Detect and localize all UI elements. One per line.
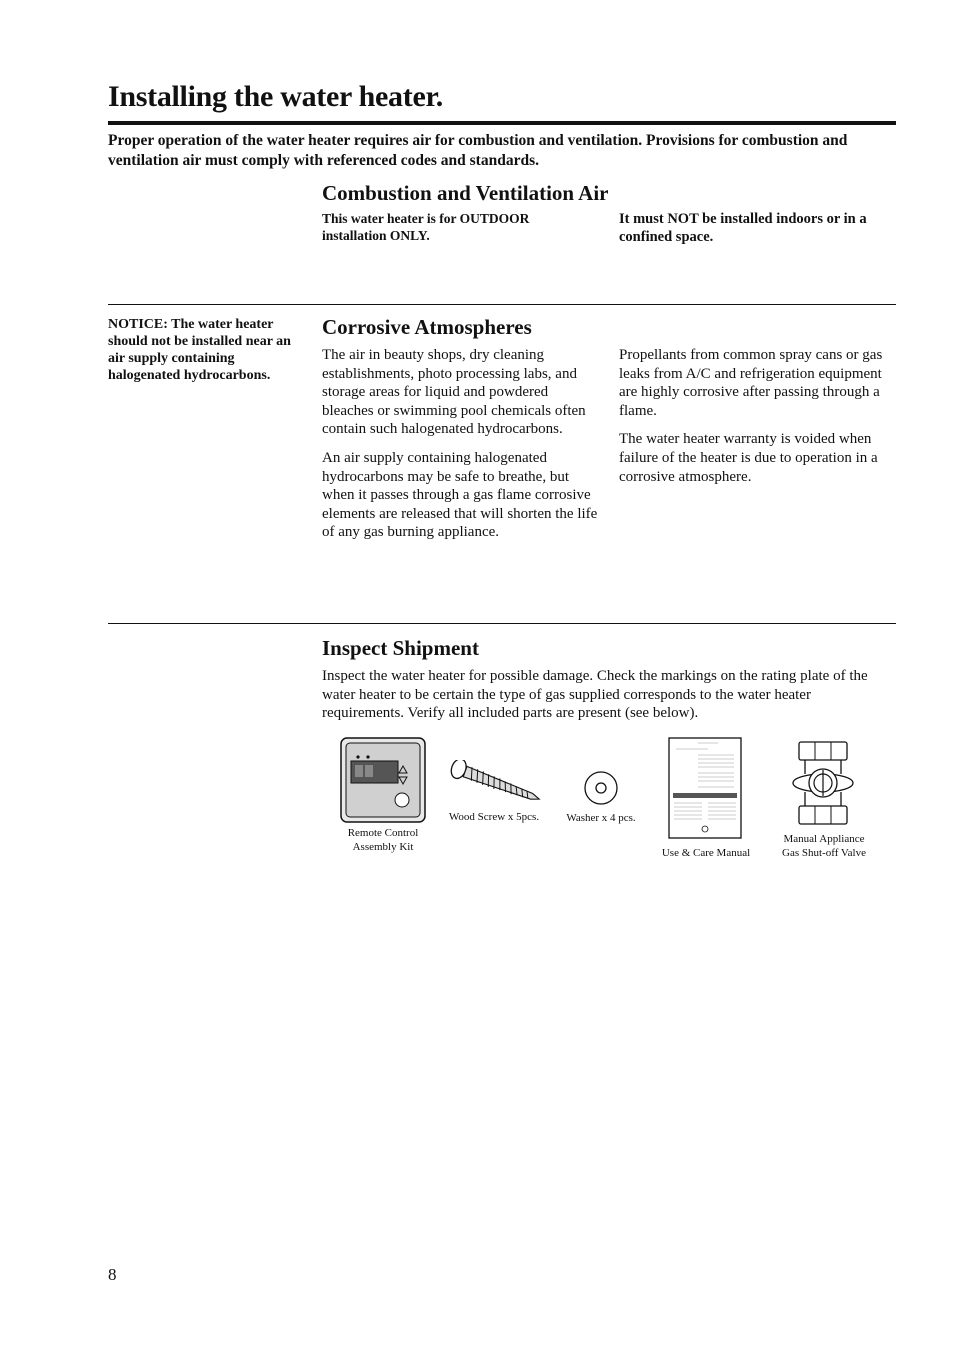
gas-valve-icon [791, 740, 857, 833]
corrosive-notice: NOTICE: The water heater should not be installed near an air supply containing halogenated hydrocarbons. [108, 317, 291, 383]
part-label: Manual Appliance Gas Shut-off Valve [782, 833, 866, 859]
corrosive-heading: Corrosive Atmospheres [322, 315, 532, 339]
manual-booklet-icon [668, 737, 742, 844]
corrosive-paragraph: An air supply containing halogenated hydrocarbons may be safe to breathe, but when it passes through a gas flame corrosive elements are released that will shorten the life of any gas burning appliance. [322, 449, 598, 541]
corrosive-paragraph: The air in beauty shops, dry cleaning establishments, photo processing labs, and storage areas for liquid and powdered bleaches or swimming pool chemicals often contain such halogenated hydrocarbons. [322, 347, 586, 438]
page-number: 8 [108, 1265, 117, 1284]
page-title: Installing the water heater. [108, 80, 443, 113]
part-label: Wood Screw x 5pcs. [448, 811, 540, 823]
washer-icon [583, 770, 619, 811]
inspect-heading: Inspect Shipment [322, 636, 479, 660]
remote-control-icon [340, 737, 426, 828]
part-label: Remote Control Assembly Kit [347, 827, 419, 853]
part-label: Washer x 4 pcs. [566, 812, 636, 824]
corrosive-paragraph: Propellants from common spray cans or gas leaks from A/C and refrigeration equipment are highly corrosive after passing through a flame. [619, 347, 883, 419]
part-label: Use & Care Manual [661, 847, 751, 859]
combustion-heading: Combustion and Ventilation Air [322, 181, 609, 205]
intro-text: Proper operation of the water heater requires air for combustion and ventilation. Provisions for combustion and ventilation air must comply with referenced codes and standards. [108, 132, 848, 169]
corrosive-col-left [322, 346, 602, 552]
inspect-body: Inspect the water heater for possible damage. Check the markings on the rating plate of the water heater to be certain the type of gas supplied corresponds to the water heater requirements. Verify all included parts are present (see below). [322, 668, 868, 722]
combustion-indoor-warning: It must NOT be installed indoors or in a confined space. [619, 211, 867, 245]
combustion-outdoor-text: This water heater is for OUTDOOR installation ONLY. [322, 211, 530, 243]
section-divider [108, 304, 896, 305]
section-divider [108, 623, 896, 624]
title-rule [108, 121, 896, 125]
corrosive-paragraph: The water heater warranty is voided when failure of the heater is due to operation in a corrosive atmosphere. [619, 431, 878, 485]
corrosive-col-right [619, 346, 899, 496]
wood-screw-icon [446, 760, 544, 811]
